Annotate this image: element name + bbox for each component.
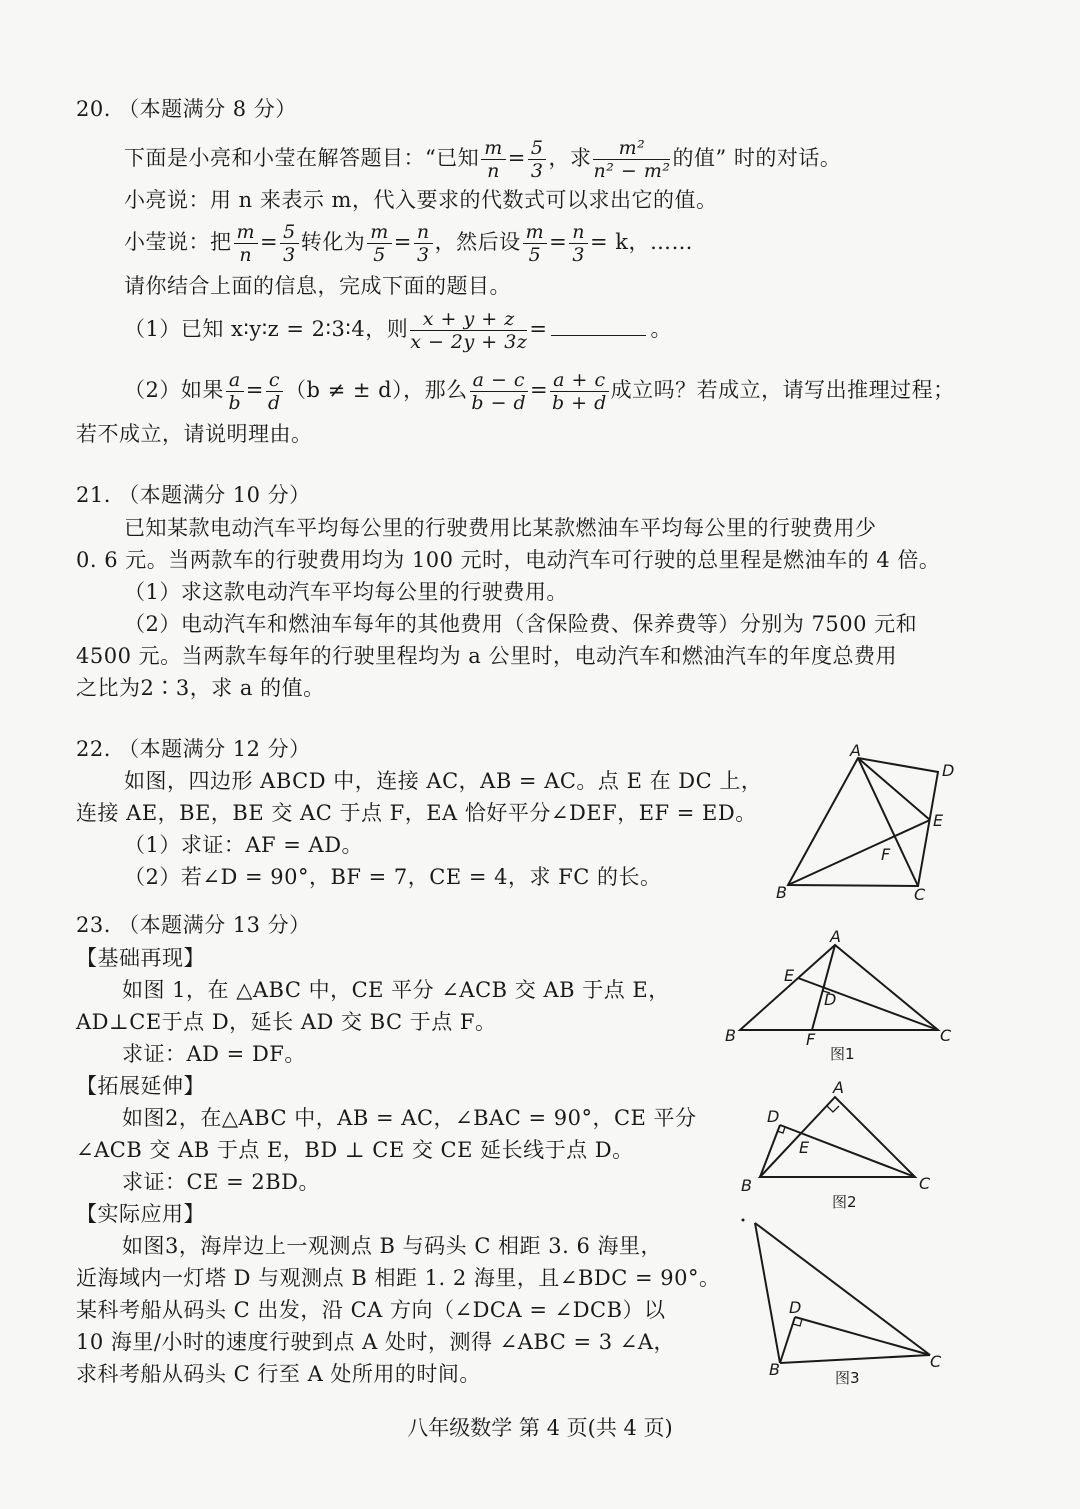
q21-line3: （1）求这款电动汽车平均每公里的行驶费用。 [124,580,568,604]
point-a-mark [742,1219,745,1222]
fraction: $\frac{m}{n}$ [234,221,259,266]
q21-line2: 0. 6 元。当两款车的行驶费用均为 100 元时，电动汽车可行驶的总里程是燃油车的 4 倍。 [76,548,941,572]
q22-line4: （2）若∠D = 90°，BF = 7，CE = 4，求 FC 的长。 [124,865,662,889]
q23-figure-3 [735,1215,955,1390]
q23-s3-line2: 近海域内一灯塔 D 与观测点 B 相距 1. 2 海里，且∠BDC = 90°。 [76,1266,721,1290]
q23-s3-line4: 10 海里/小时的速度行驶到点 A 处时，测得 ∠ABC = 3 ∠A， [76,1330,676,1354]
figure-caption: 图1 [830,1045,855,1063]
label-b: B [725,1026,736,1045]
segment-ab [755,1223,780,1363]
label-a: A [830,927,841,946]
figure-caption: 图2 [832,1193,857,1211]
q20-liang: 小亮说：用 n 来表示 m，代入要求的代数式可以求出它的值。 [124,188,718,212]
q21-line4: （2）电动汽车和燃油车每年的其他费用（含保险费、保养费等）分别为 7500 元和 [124,612,918,636]
label-e: E [933,811,944,830]
q22-header: 22. （本题满分 12 分） [76,737,311,761]
label-b: B [769,1360,780,1379]
q20-header: 20. （本题满分 8 分） [76,97,297,121]
label-c: C [930,1352,942,1371]
label-b: B [741,1176,752,1195]
fraction: $\frac{x + y + z}{x - 2y + 3z}$ [410,308,528,353]
label-f: F [881,845,891,864]
fraction: $\frac{5}{3}$ [528,137,547,182]
q23-s1-line1: 如图 1，在 △ABC 中，CE 平分 ∠ACB 交 AB 于点 E， [122,978,670,1002]
q23-s2-line3: 求证：CE = 2BD。 [122,1170,320,1194]
q20-intro: 下面是小亮和小莹在解答题目：“已知 $\frac{m}{n}$ = $\frac{5}{3}$ ，求 $\frac{\text{m²}}{\text{n² − m²}}$ 的值” 时的对话。 [124,137,842,182]
q23-section2-title: 【拓展延伸】 [76,1074,205,1098]
q23-s1-line2: AD⊥CE于点 D，延长 AD 交 BC 于点 F。 [76,1010,497,1034]
q23-s3-line5: 求科考船从码头 C 行至 A 处所用的时间。 [76,1362,481,1386]
fraction: $\frac{m}{5}$ [523,221,548,266]
label-b: B [776,883,787,902]
q23-s3-line3: 某科考船从码头 C 出发，沿 CA 方向（∠DCA = ∠DCB）以 [76,1298,666,1322]
fraction: $\frac{5}{3}$ [280,221,299,266]
right-angle-mark [827,1106,839,1112]
fraction: $\frac{n}{3}$ [414,221,433,266]
label-a: A [850,741,861,760]
segment-ac [858,758,918,886]
segment-dc [795,1317,930,1355]
label-d: D [942,761,955,780]
q23-s1-line3: 求证：AD = DF。 [122,1042,306,1066]
segment-ae [858,758,930,820]
label-a: A [833,1078,844,1097]
q21-line1: 已知某款电动汽车平均每公里的行驶费用比某款燃油车平均每公里的行驶费用少 [124,516,877,540]
segment-bd [760,1125,780,1177]
q23-header: 23. （本题满分 13 分） [76,913,311,937]
q23-s3-line1: 如图3，海岸边上一观测点 B 与码头 C 相距 3. 6 海里， [122,1234,662,1258]
label-d: D [789,1298,802,1317]
q23-figure-2 [735,1075,945,1215]
fraction: $\frac{m}{5}$ [367,221,392,266]
figure-caption: 图3 [835,1369,860,1387]
fraction: $\frac{c}{d}$ [266,369,283,414]
label-e: E [799,1138,810,1157]
q23-section3-title: 【实际应用】 [76,1202,205,1226]
label-d: D [767,1107,780,1126]
segment-bc [780,1355,930,1363]
fraction: $\frac{\text{m²}}{\text{n² − m²}}$ [593,137,671,182]
q23-s2-line2: ∠ACB 交 AB 于点 E，BD ⊥ CE 交 CE 延长线于点 D。 [76,1138,634,1162]
q20-part1: （1）已知 x∶y∶z = 2∶3∶4，则 $\frac{x + y + z}{x - 2y + 3z}$ = 。 [124,308,672,353]
label-c: C [940,1026,952,1045]
q23-figure-1 [720,925,960,1070]
q22-figure [770,740,970,910]
label-c: C [919,1174,931,1193]
triangle-abc [760,1097,915,1177]
fraction: $\frac{m}{n}$ [481,137,506,182]
q21-header: 21. （本题满分 10 分） [76,483,311,507]
page-footer: 八年级数学 第 4 页(共 4 页) [407,1416,673,1440]
q20-ying: 小莹说：把 $\frac{m}{n}$ = $\frac{5}{3}$ 转化为 $\frac{m}{5}$ = $\frac{n}{3}$ ，然后设 $\frac{m}{5}$ = $\frac{n}{3}$ = k，…… [124,221,694,266]
label-e: E [784,966,795,985]
q21-line6: 之比为2∶3，求 a 的值。 [76,676,325,700]
answer-blank [551,317,646,336]
segment-be [788,820,930,885]
label-f: F [806,1030,816,1049]
q21-line5: 4500 元。当两款车每年的行驶里程均为 a 公里时，电动汽车和燃油汽车的年度总费用 [76,644,897,668]
q20-part2: （2）如果 $\frac{a}{b}$ = $\frac{c}{d}$ （b ≠ ± d），那么 $\frac{a - c}{b - d}$ = $\frac{a + c}{b + d}$ 成立吗？若成立，请写出推理过程； [124,369,955,414]
fraction: $\frac{n}{3}$ [569,221,588,266]
q22-line2: 连接 AE，BE，BE 交 AC 于点 F，EA 恰好平分∠DEF，EF = ED。 [76,801,757,825]
segment-bd [780,1317,795,1363]
q23-s2-line1: 如图2，在△ABC 中，AB = AC，∠BAC = 90°，CE 平分 [122,1106,697,1130]
q20-part2-cont: 若不成立，请说明理由。 [76,422,313,446]
triangle-abc [740,945,938,1030]
segment-ac [755,1223,930,1355]
q20-instruction: 请你结合上面的信息，完成下面的题目。 [124,274,511,298]
fraction: $\frac{a - c}{b - d}$ [471,369,527,414]
q23-section1-title: 【基础再现】 [76,946,205,970]
q22-line1: 如图，四边形 ABCD 中，连接 AC，AB = AC。点 E 在 DC 上， [124,769,763,793]
q22-line3: （1）求证：AF = AD。 [124,833,364,857]
quadrilateral-abcd [788,758,938,886]
label-c: C [914,885,926,904]
fraction: $\frac{a + c}{b + d}$ [551,369,607,414]
label-d: D [824,990,837,1009]
fraction: $\frac{a}{b}$ [226,369,244,414]
